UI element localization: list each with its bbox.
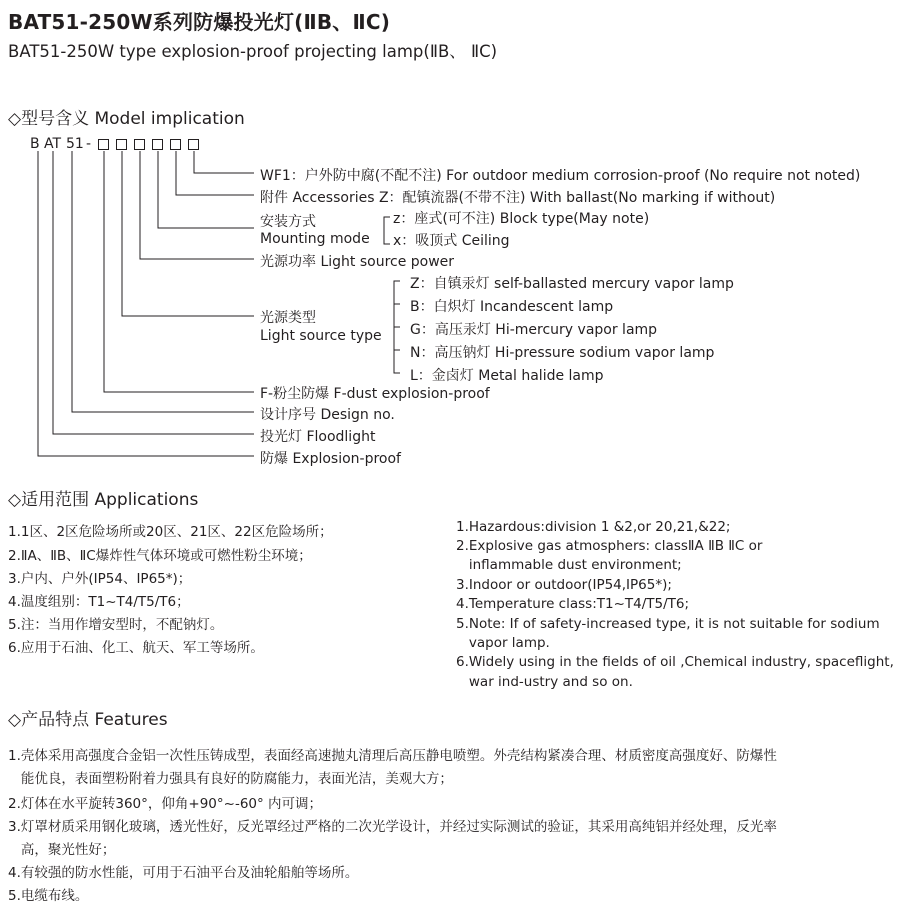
page-subtitle: BAT51-250W type explosion-proof projecting lamp(ⅡB、 ⅡC)	[8, 42, 498, 61]
app-cn-item: 4.温度组别：T1~T4/T5/T6；	[8, 594, 190, 610]
app-en-item: war ind-ustry and so on.	[456, 674, 633, 690]
app-en-item: 1.Hazardous:division 1 &2,or 20,21,&22;	[456, 519, 731, 535]
feature-line: 3.灯罩材质采用钢化玻璃，透光性好，反光罩经过严格的二次光学设计，并经过实际测试的验证，其采用高纯铝并经处理，反光率	[8, 819, 777, 835]
label-mounting-en: Mounting mode	[260, 231, 370, 247]
label-lamp-l: L：金卤灯 Metal halide lamp	[410, 368, 604, 384]
app-en-item: inflammable dust environment;	[456, 557, 682, 573]
app-cn-item: 1.1区、2区危险场所或20区、21区、22区危险场所；	[8, 524, 333, 540]
page-title: BAT51-250W系列防爆投光灯(ⅡB、ⅡC)	[8, 10, 391, 34]
app-en-item: 6.Widely using in the fields of oil ,Chemical industry, spaceflight,	[456, 654, 894, 670]
app-en-item: 2.Explosive gas atmosphers: classⅡA ⅡB ⅡC or	[456, 538, 763, 554]
label-lamp-g: G：高压汞灯 Hi-mercury vapor lamp	[410, 322, 658, 338]
label-lamp-b: B：白炽灯 Incandescent lamp	[410, 299, 614, 315]
label-mount-z: z：座式(可不注) Block type(May note)	[393, 211, 650, 227]
app-cn-item: 3.户内、户外(IP54、IP65*)；	[8, 571, 192, 587]
label-lamp-n: N：高压钠灯 Hi-pressure sodium vapor lamp	[410, 345, 715, 361]
label-type-en: Light source type	[260, 328, 382, 344]
code-dash: -	[86, 136, 92, 152]
label-flood: 投光灯 Floodlight	[260, 429, 376, 445]
feature-line: 4.有较强的防水性能，可用于石油平台及油轮船舶等场所。	[8, 865, 359, 881]
label-fdust: F-粉尘防爆 F-dust explosion-proof	[260, 386, 490, 402]
label-mount-x: x：吸顶式 Ceiling	[393, 233, 510, 249]
label-accessories: 附件 Accessories Z：配镇流器(不带不注) With ballast(No marking if without)	[260, 190, 776, 206]
feature-line: 1.壳体采用高强度合金铝一次性压铸成型，表面经高速抛丸清理后高压静电喷塑。外壳结构紧凑合理、材质密度高强度好、防爆性	[8, 748, 777, 764]
label-wf1: WF1：户外防中腐(不配不注) For outdoor medium corrosion-proof (No require not noted)	[260, 168, 861, 184]
label-power: 光源功率 Light source power	[260, 254, 455, 270]
label-explosion: 防爆 Explosion-proof	[260, 451, 401, 467]
code-at: AT	[44, 136, 62, 152]
app-en-item: 5.Note: If of safety-increased type, it is not suitable for sodium	[456, 616, 880, 632]
app-cn-item: 2.ⅡA、ⅡB、ⅡC爆炸性气体环境或可燃性粉尘环境；	[8, 548, 312, 564]
app-en-item: vapor lamp.	[456, 635, 550, 651]
feature-line: 2.灯体在水平旋转360°，仰角+90°~-60° 内可调；	[8, 796, 323, 812]
code-51: 51	[66, 136, 84, 152]
label-mounting-cn: 安装方式	[260, 214, 316, 230]
app-en-item: 4.Temperature class:T1~T4/T5/T6;	[456, 596, 690, 612]
feature-line: 能优良，表面塑粉附着力强具有良好的防腐能力，表面光洁，美观大方；	[8, 771, 453, 787]
label-lamp-z: Z：自镇汞灯 self-ballasted mercury vapor lamp	[410, 276, 734, 292]
app-cn-item: 6.应用于石油、化工、航天、军工等场所。	[8, 640, 264, 656]
features-heading: ◇产品特点 Features	[8, 710, 168, 730]
app-cn-item: 5.注：当用作增安型时，不配钠灯。	[8, 617, 224, 633]
model-heading: ◇型号含义 Model implication	[8, 109, 245, 129]
label-design: 设计序号 Design no.	[260, 407, 395, 423]
code-b: B	[30, 136, 40, 152]
feature-line: 5.电缆布线。	[8, 888, 89, 904]
label-type-cn: 光源类型	[260, 310, 316, 326]
app-en-item: 3.Indoor or outdoor(IP54,IP65*);	[456, 577, 672, 593]
feature-line: 高，聚光性好；	[8, 842, 116, 858]
applications-heading: ◇适用范围 Applications	[8, 490, 199, 510]
